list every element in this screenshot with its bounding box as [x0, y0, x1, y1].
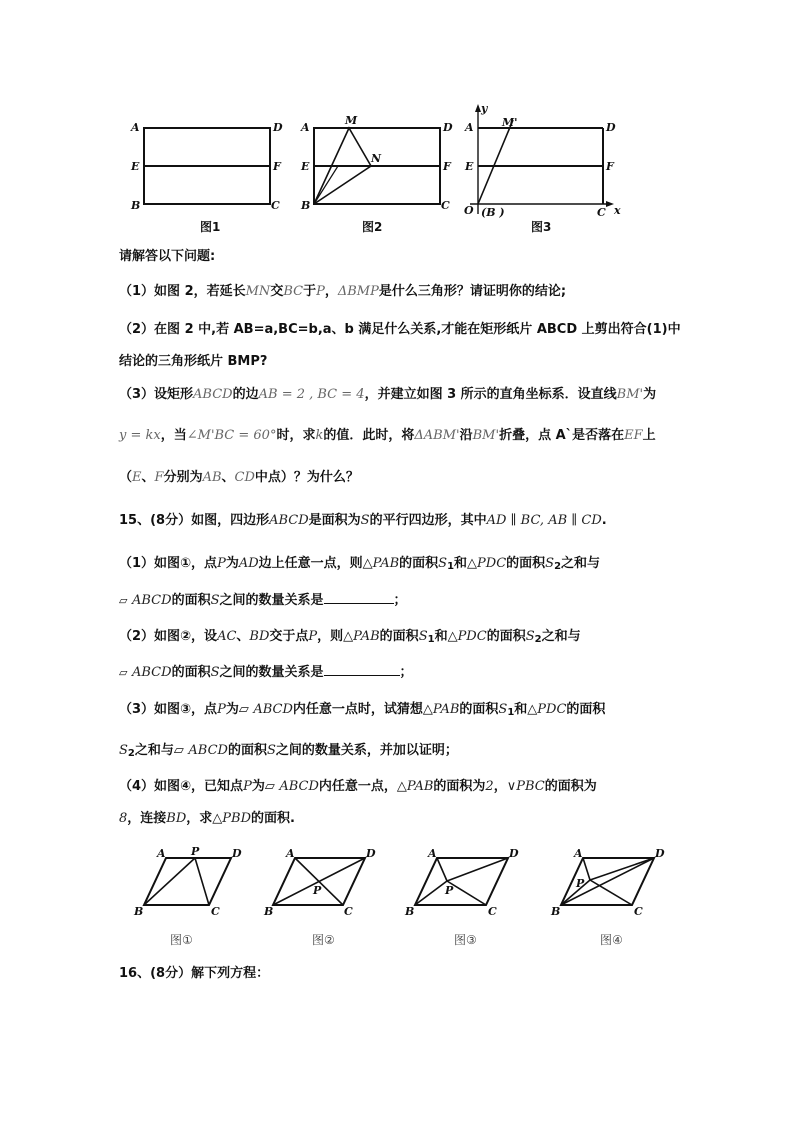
fig-c4-label-c: C — [634, 905, 643, 918]
figure-circled-1 — [133, 845, 242, 918]
fig-c3-caption: 图③ — [454, 933, 477, 947]
fig2-caption: 图2 — [362, 220, 383, 234]
fig2-label-n: N — [371, 152, 382, 165]
q2-line1: （2）在图 2 中,若 AB=a,BC=b,a、b 满足什么关系,才能在矩形纸片 ABCD 上剪出符合(1)中 — [119, 322, 681, 337]
fig1-label-e: E — [131, 160, 140, 173]
q1-line: （1）如图 2，若延长MN交BC于P，ΔBMP是什么三角形？请证明你的结论; — [119, 284, 567, 299]
fig3-label-e: E — [465, 160, 474, 173]
q15-part3-line2: $S_2$之和与▱ ABCD的面积S之间的数量关系，并加以证明； — [119, 743, 458, 759]
q16-heading: 16、(8分）解下列方程： — [119, 966, 270, 981]
fig2-label-e: E — [301, 160, 310, 173]
fig-c2-label-a: A — [286, 847, 295, 860]
fig3-label-o: O — [464, 204, 474, 217]
fig3-label-a: A — [465, 121, 474, 134]
figure-circled-3 — [404, 847, 519, 918]
fig-c4-label-p: P — [576, 877, 585, 890]
q2-line2: 结论的三角形纸片 BMP? — [119, 354, 268, 369]
figure-circled-2 — [263, 847, 376, 918]
figure-1 — [130, 121, 283, 212]
fig-c4-label-d: D — [655, 847, 665, 860]
fig-c4-caption: 图④ — [600, 933, 623, 947]
fig-c1-label-b: B — [134, 905, 144, 918]
fig-c2-label-d: D — [366, 847, 376, 860]
fig3-caption: 图3 — [531, 220, 552, 234]
fig-c1-label-d: D — [232, 847, 242, 860]
fig2-label-c: C — [441, 199, 450, 212]
fig-c3-label-b: B — [405, 905, 415, 918]
q15-part2-line2: ▱ ABCD的面积S之间的数量关系是 ； — [119, 665, 413, 680]
fig3-label-x: x — [614, 204, 621, 217]
fig-c3-label-c: C — [488, 905, 497, 918]
fig1-label-a: A — [131, 121, 140, 134]
fig3-label-d: D — [606, 121, 616, 134]
fig-c3-label-p: P — [445, 884, 454, 897]
fig2-label-b: B — [301, 199, 311, 212]
fig3-label-f: F — [606, 160, 614, 173]
q3-line2: y = kx，当∠M'BC = 60°时，求k的值．此时，将ΔABM'沿BM'折叠，点 A`是否落在EF上 — [119, 428, 656, 443]
fig1-label-b: B — [131, 199, 141, 212]
top-figures — [0, 95, 794, 240]
q15-part4-line2: 8，连接BD，求△PBD的面积. — [119, 811, 295, 826]
answer-blank-1[interactable] — [324, 603, 394, 604]
fig1-label-c: C — [271, 199, 280, 212]
answer-blank-2[interactable] — [324, 675, 400, 676]
fig2-label-d: D — [443, 121, 453, 134]
fig3-label-c: C — [597, 206, 606, 219]
q15-part1-line2: ▱ ABCD的面积S之间的数量关系是 ； — [119, 593, 407, 608]
q15-part4-line1: （4）如图④，已知点P为▱ ABCD内任意一点，△PAB的面积为2，∨PBC的面积为 — [119, 779, 597, 794]
fig-c1-caption: 图① — [170, 933, 193, 947]
q3-line1: （3）设矩形ABCD的边AB = 2 , BC = 4，并建立如图 3 所示的直角坐标系．设直线BM'为 — [119, 387, 657, 402]
fig1-caption: 图1 — [200, 220, 221, 234]
q15-heading: 15、(8分）如图，四边形ABCD是面积为S的平行四边形，其中AD ∥ BC, AB ∥ CD. — [119, 513, 607, 528]
fig2-label-f: F — [443, 160, 451, 173]
figure-3 — [464, 102, 621, 219]
fig-c1-label-a: A — [157, 847, 166, 860]
fig-c3-label-d: D — [509, 847, 519, 860]
fig-c1-label-c: C — [211, 905, 220, 918]
fig-c4-label-b: B — [551, 905, 561, 918]
q15-part3-line1: （3）如图③，点P为▱ ABCD内任意一点时，试猜想△PAB的面积$S_1$和△PDC的面积 — [119, 702, 606, 718]
fig2-label-a: A — [301, 121, 310, 134]
figure-2 — [300, 114, 453, 212]
fig-c4-label-a: A — [574, 847, 583, 860]
bottom-figures — [0, 840, 794, 930]
q3-line3: （E、F分别为AB、CD中点）？为什么？ — [119, 470, 359, 485]
fig1-label-d: D — [273, 121, 283, 134]
fig-c2-label-b: B — [264, 905, 274, 918]
figure-circled-4 — [550, 847, 665, 918]
q15-part1-line1: （1）如图①，点P为AD边上任意一点，则△PAB的面积$S_1$和△PDC的面积$S_2$之和与 — [119, 556, 601, 572]
fig2-label-m: M — [345, 114, 358, 127]
fig-c2-label-c: C — [344, 905, 353, 918]
prompt: 请解答以下问题: — [119, 249, 216, 264]
fig-c2-caption: 图② — [312, 933, 335, 947]
q15-part2-line1: （2）如图②，设AC、BD交于点P，则△PAB的面积$S_1$和△PDC的面积$S_2$之和与 — [119, 629, 581, 645]
fig-c3-label-a: A — [428, 847, 437, 860]
fig3-label-m: M' — [502, 116, 518, 129]
fig3-label-y: y — [481, 102, 488, 115]
fig1-label-f: F — [273, 160, 281, 173]
fig3-label-b: (B ) — [481, 206, 505, 219]
fig-c1-label-p: P — [191, 845, 200, 858]
fig-c2-label-p: P — [313, 884, 322, 897]
